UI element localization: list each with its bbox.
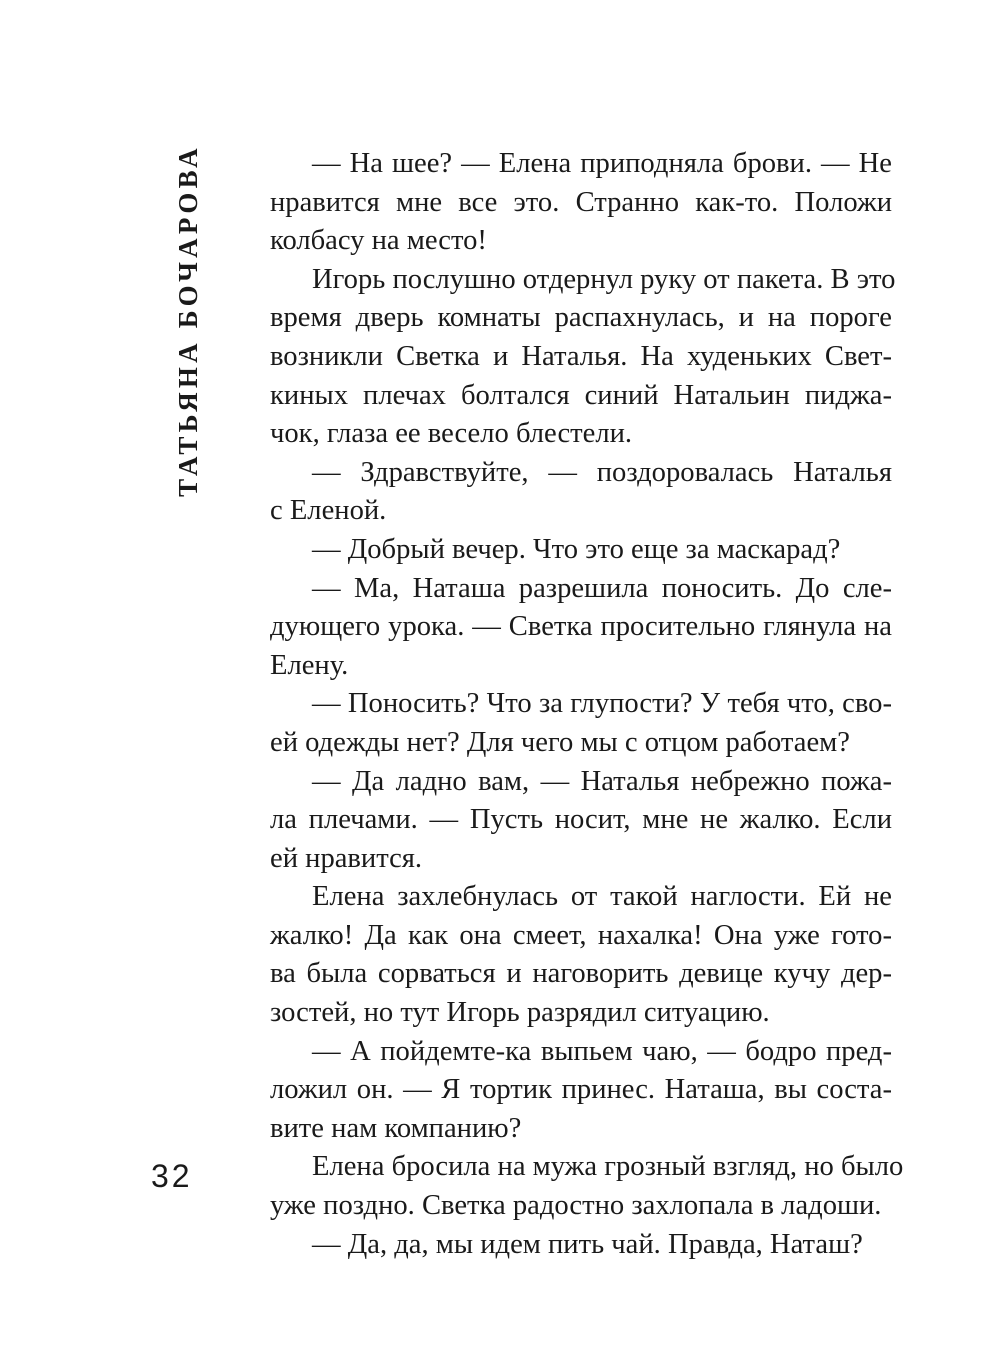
text-line: колбасу на место! — [270, 225, 487, 257]
text-line: с Еленой. — [270, 495, 387, 527]
text-line: ей нравится. — [270, 842, 423, 874]
page-number: 32 — [151, 1158, 193, 1194]
text-line: ла плечами. — Пусть носит, мне не жалко. Если — [270, 804, 892, 836]
text-line: дующего урока. — Светка просительно глянула на — [270, 611, 892, 643]
text-line: — А пойдемте-ка выпьем чаю, — бодро пред- — [312, 1035, 892, 1067]
text-line: зостей, но тут Игорь разрядил ситуацию. — [270, 997, 770, 1029]
text-line: Елена бросила на мужа грозный взгляд, но было — [312, 1151, 904, 1183]
text-line: — Здравствуйте, — поздоровалась Наталья — [312, 456, 892, 488]
text-line: жалко! Да как она смеет, нахалка! Она уже гото- — [270, 919, 892, 951]
text-line: киных плечах болтался синий Натальин пиджа- — [270, 379, 892, 411]
text-line: — Да, да, мы идем пить чай. Правда, Наташ? — [312, 1228, 863, 1260]
body-text — [270, 145, 904, 1264]
text-line: чок, глаза ее весело блестели. — [270, 418, 633, 450]
text-line: Елену. — [270, 649, 349, 681]
text-line: Игорь послушно отдернул руку от пакета. В это — [312, 263, 896, 295]
text-line: — Добрый вечер. Что это еще за маскарад? — [312, 533, 841, 565]
text-line: ва была сорваться и наговорить девице кучу дер- — [270, 958, 892, 990]
author-name: ТАТЬЯНА БОЧАРОВА — [172, 143, 203, 497]
text-line: вите нам компанию? — [270, 1112, 522, 1144]
text-line: время дверь комнаты распахнулась, и на пороге — [270, 302, 892, 334]
running-head — [166, 143, 210, 497]
text-line: — Поносить? Что за глупости? У тебя что, сво- — [312, 688, 892, 720]
text-line: уже поздно. Светка радостно захлопала в ладоши. — [270, 1190, 882, 1222]
text-line: — На шее? — Елена приподняла брови. — Не — [312, 148, 892, 179]
text-line: ей одежды нет? Для чего мы с отцом работаем? — [270, 726, 850, 758]
text-line: нравится мне все это. Странно как-то. Положи — [270, 186, 892, 218]
text-line: ложил он. — Я тортик принес. Наташа, вы соста- — [270, 1074, 892, 1106]
text-line: — Да ладно вам, — Наталья небрежно пожа- — [312, 765, 892, 797]
text-line: Елена захлебнулась от такой наглости. Ей не — [312, 881, 892, 913]
text-line: возникли Светка и Наталья. На худеньких Свет- — [270, 340, 892, 372]
text-line: — Ма, Наташа разрешила поносить. До сле- — [312, 572, 892, 604]
